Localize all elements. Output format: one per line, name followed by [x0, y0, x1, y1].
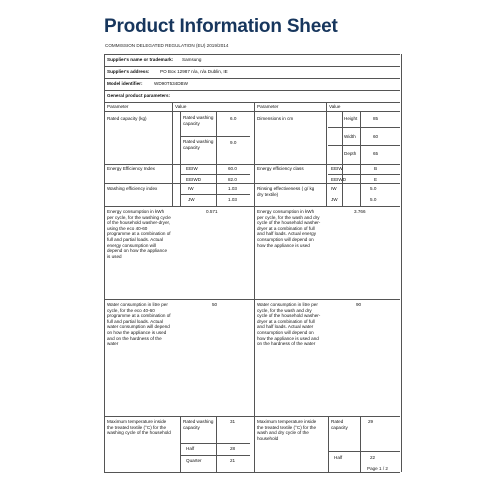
max-temp-wash-text: Maximum temperature inside the treated textile (°C) for the washing cycle of the household: [107, 419, 171, 436]
washing-efficiency-label: Washing efficiency index: [107, 186, 158, 191]
rule: [180, 194, 250, 195]
rule: [180, 136, 250, 137]
energy-efficiency-class-label: Energy efficiency class: [257, 166, 304, 171]
jw-value: 1.03: [228, 197, 237, 202]
energy-efficiency-index-label: Energy Efficiency Index: [107, 166, 155, 171]
rule: [104, 206, 400, 207]
rated-washing-capacity-value-2: 9.0: [230, 140, 237, 145]
regulation-reference: COMMISSION DELEGATED REGULATION (EU) 2019/2014: [105, 43, 229, 48]
width-label: Width: [344, 134, 356, 139]
rule: [104, 54, 400, 55]
iw-label: IW: [188, 186, 194, 191]
height-value: 85: [373, 116, 379, 121]
rinse-iw-value: 5.0: [370, 186, 377, 191]
page-title: Product Information Sheet: [104, 16, 338, 37]
rule: [328, 127, 400, 128]
rule: [104, 416, 400, 417]
rule: [104, 472, 400, 473]
rule: [360, 111, 361, 206]
rated-washing-capacity-label: Rated washing capacity: [183, 115, 214, 126]
energy-consumption-wash-value: 0.571: [206, 209, 218, 214]
class-eeiwd-value: E: [374, 177, 378, 182]
sheet-border: [104, 54, 402, 472]
max-temp-dry-rated-label: Rated capacity: [331, 419, 348, 430]
class-eeiw-value: B: [374, 166, 378, 171]
class-eeiwd-label: EEIWD: [331, 177, 347, 182]
rule: [104, 90, 400, 91]
energy-consumption-dry-value: 3.766: [354, 209, 366, 214]
depth-value: 65: [373, 151, 379, 156]
rule: [180, 443, 250, 444]
rule: [104, 111, 400, 112]
rule: [328, 451, 400, 452]
max-temp-dry-half-label: Half: [334, 455, 343, 460]
rated-washing-capacity-value: 6.0: [230, 116, 237, 121]
rinse-iw-label: IW: [331, 186, 337, 191]
header-value-left: Value: [175, 104, 187, 109]
rule: [328, 145, 400, 146]
supplier-address-label: Supplier's address:: [107, 69, 150, 74]
max-temp-quarter-label: Quarter: [186, 458, 202, 463]
rule: [104, 183, 400, 184]
rule: [104, 299, 400, 300]
rated-washing-capacity-label-2: Rated washing capacity: [183, 139, 214, 150]
rule: [180, 111, 181, 206]
rule: [328, 416, 329, 472]
max-temp-rated-label: Rated washing capacity: [183, 419, 214, 430]
rule: [172, 102, 173, 206]
eeiw-label: EEIW: [186, 166, 198, 171]
water-consumption-dry-value: 90: [356, 302, 362, 307]
max-temp-dry-rated-value: 29: [368, 419, 374, 424]
max-temp-dry-half-value: 22: [370, 455, 376, 460]
max-temp-quarter-value: 21: [230, 458, 236, 463]
depth-label: Depth: [344, 151, 357, 156]
eeiwd-value: 82.0: [228, 177, 237, 182]
supplier-address-value: PO Box 12987 n/a, n/a Dublin, IE: [160, 69, 228, 74]
rated-capacity-label: Rated capacity (kg): [107, 116, 147, 121]
eeiwd-label: EEIWD: [186, 177, 202, 182]
rule: [104, 102, 400, 103]
rule: [104, 164, 400, 165]
max-temp-dry-text: Maximum temperature inside the treated textile (°C) for the wash and dry cycle of the household: [257, 419, 317, 441]
water-consumption-wash-text: Water consumption in litre per cycle, for the eco 40-60 programme at a combination of full and partial loads. Actual water consumption will depend on how the appliance is used and on the hardness of the water: [107, 302, 171, 347]
rule: [180, 416, 181, 472]
height-label: Height: [344, 116, 358, 121]
header-parameter-left: Parameter: [107, 104, 129, 109]
jw-label: JW: [188, 197, 195, 202]
rule: [180, 455, 250, 456]
eeiw-value: 60.0: [228, 166, 237, 171]
rule: [104, 66, 400, 67]
rule: [216, 416, 217, 472]
water-consumption-dry-text: Water consumption in litre per cycle, for the wash and dry cycle of the household washer-dryer at a combination of full and half loads. Actual water consumption will depend on how the appliance is used and on the hardness of the water: [257, 302, 321, 347]
rule: [326, 102, 327, 206]
rule: [104, 78, 400, 79]
page-number: Page 1 / 2: [367, 466, 388, 471]
max-temp-half-value: 28: [230, 446, 236, 451]
water-consumption-wash-value: 50: [212, 302, 218, 307]
rule: [328, 174, 400, 175]
model-identifier-label: Model identifier:: [107, 81, 143, 86]
supplier-name-value: Samsung: [182, 57, 202, 62]
dimensions-label: Dimensions in cm: [257, 116, 294, 121]
energy-consumption-wash-text: Energy consumption in kWh per cycle, for the washing cycle of the household washer-dryer, using the eco 40-60 programme at a combination of full and partial loads. Actual energy consumption will depend on how the appliance is used: [107, 209, 171, 259]
max-temp-rated-value: 31: [230, 419, 236, 424]
rinse-jw-label: JW: [331, 197, 338, 202]
header-value-right: Value: [329, 104, 341, 109]
width-value: 60: [373, 134, 379, 139]
rule: [180, 174, 250, 175]
supplier-name-label: Supplier's name or trademark:: [107, 57, 174, 62]
rinsing-effectiveness-label: Rinsing effectiveness ( g/ kg dry textile): [257, 186, 315, 197]
rule: [342, 111, 343, 206]
general-parameters-label: General product parameters:: [107, 93, 171, 98]
energy-consumption-dry-text: Energy consumption in kWh per cycle, for the wash and dry cycle of the household washer-dryer at a combination of full and half loads. Actual energy consumption will depend on how the appliance is used: [257, 209, 321, 248]
model-identifier-value: WD90T534DBW: [154, 81, 188, 86]
header-parameter-right: Parameter: [257, 104, 279, 109]
iw-value: 1.03: [228, 186, 237, 191]
rule: [360, 416, 361, 472]
rule: [254, 102, 255, 472]
class-eeiw-label: EEIW: [331, 166, 343, 171]
rinse-jw-value: 5.0: [370, 197, 377, 202]
rule: [216, 111, 217, 206]
max-temp-half-label: Half: [186, 446, 195, 451]
